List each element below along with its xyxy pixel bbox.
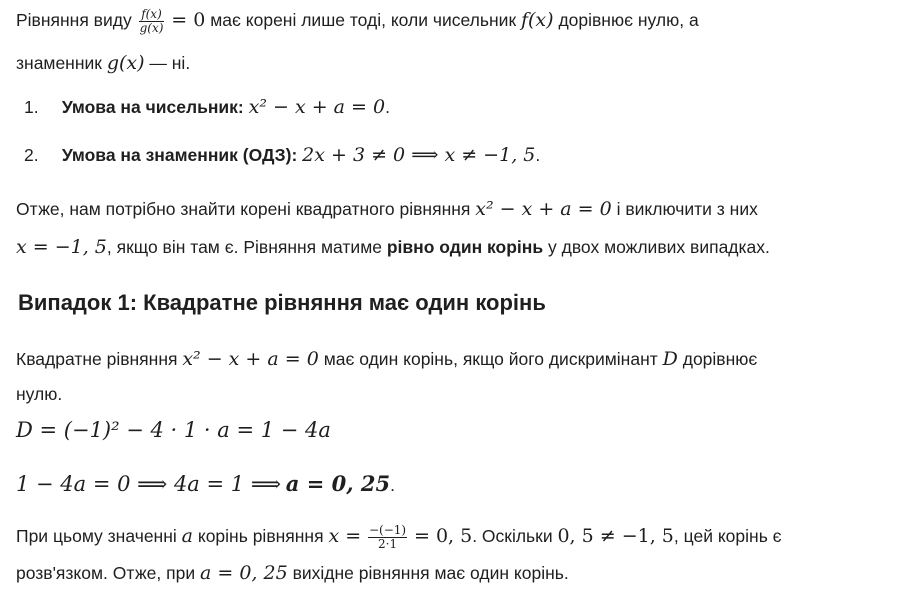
fraction-numerator: −(−1)	[369, 523, 407, 537]
para2-text-2: і виключити з них	[616, 199, 758, 219]
intro-line-2	[16, 52, 190, 74]
final-line-1	[16, 524, 782, 551]
final-a: a	[181, 525, 193, 548]
solve-line	[16, 471, 395, 496]
final-inequality: 0, 5 ≠ −1, 5	[557, 525, 674, 548]
final-text-1: При цьому значенні	[16, 526, 177, 547]
case1-text-2: має один корінь, якщо його дискримінант	[323, 349, 658, 369]
final-value: = 0, 5	[413, 525, 473, 548]
final-a-value: a = 0, 25	[200, 562, 288, 584]
intro-equals-zero: = 0	[171, 9, 206, 32]
final-text-3: . Оскільки	[472, 526, 553, 547]
intro-text-1: Рівняння виду	[16, 10, 132, 31]
intro-text-5: — ні.	[149, 53, 191, 73]
condition-item-2	[16, 144, 540, 166]
final-text-4: , цей корінь є	[673, 526, 782, 547]
intro-text-2: має корені лише тоді, коли чисельник	[210, 10, 517, 31]
case1-D: D	[662, 348, 678, 370]
intro-line-1	[16, 8, 699, 35]
case1-text-4: нулю.	[16, 384, 63, 404]
solve-period: .	[390, 475, 395, 495]
fraction-numerator: f(x)	[139, 8, 165, 22]
solve-result: a = 0, 25	[285, 471, 391, 496]
intro-text-4: знаменник	[16, 53, 102, 73]
intro-gx: g(x)	[106, 52, 145, 74]
case1-line-2	[16, 384, 62, 405]
case1-equation: x² − x + a = 0	[182, 348, 319, 370]
para2-text-1: Отже, нам потрібно знайти корені квадратного рівняння	[16, 199, 471, 219]
para2-text-3: , якщо він там є. Рівняння матиме	[106, 237, 382, 257]
discriminant-math: D = (−1)² − 4 · 1 · a = 1 − 4a	[16, 418, 331, 442]
condition-math: 2x + 3 ≠ 0 ⟹ x ≠ −1, 5	[302, 144, 536, 166]
discriminant-formula	[16, 418, 331, 442]
condition-number: 2.	[24, 145, 39, 165]
case1-heading: Випадок 1: Квадратне рівняння має один корінь	[18, 290, 546, 315]
solve-math: 1 − 4a = 0 ⟹ 4a = 1 ⟹	[16, 472, 281, 496]
case1-text-3: дорівнює	[682, 349, 758, 369]
para2-bold: рівно один корінь	[386, 237, 544, 257]
final-x-eq: x =	[328, 525, 362, 548]
condition-number: 1.	[24, 97, 39, 117]
fraction-denominator: 2·1	[378, 537, 398, 551]
condition-period: .	[535, 145, 541, 165]
para2-text-4: у двох можливих випадках.	[548, 237, 770, 257]
intro-text-3: дорівнює нулю, а	[558, 10, 699, 31]
final-text-6: вихідне рівняння має один корінь.	[292, 563, 569, 583]
fraction-denominator: g(x)	[139, 21, 164, 35]
intro-fraction	[139, 8, 165, 35]
para2-excluded-x: x = −1, 5	[16, 236, 107, 258]
para2-equation: x² − x + a = 0	[475, 198, 612, 220]
final-fraction	[368, 524, 407, 551]
condition-label: Умова на знаменник (ОДЗ):	[61, 145, 298, 165]
condition-period: .	[385, 97, 390, 117]
intro-fx: f(x)	[520, 9, 554, 32]
case1-line-1	[16, 348, 757, 370]
final-text-2: корінь рівняння	[197, 526, 324, 547]
condition-item-1	[16, 96, 390, 118]
final-text-5: розв'язком. Отже, при	[16, 563, 196, 583]
condition-label: Умова на чисельник:	[61, 97, 244, 117]
case1-text-1: Квадратне рівняння	[16, 349, 178, 369]
para2-line-1	[16, 198, 758, 220]
condition-math: x² − x + a = 0	[248, 96, 386, 118]
para2-line-2	[16, 236, 770, 258]
final-line-2	[16, 562, 569, 584]
